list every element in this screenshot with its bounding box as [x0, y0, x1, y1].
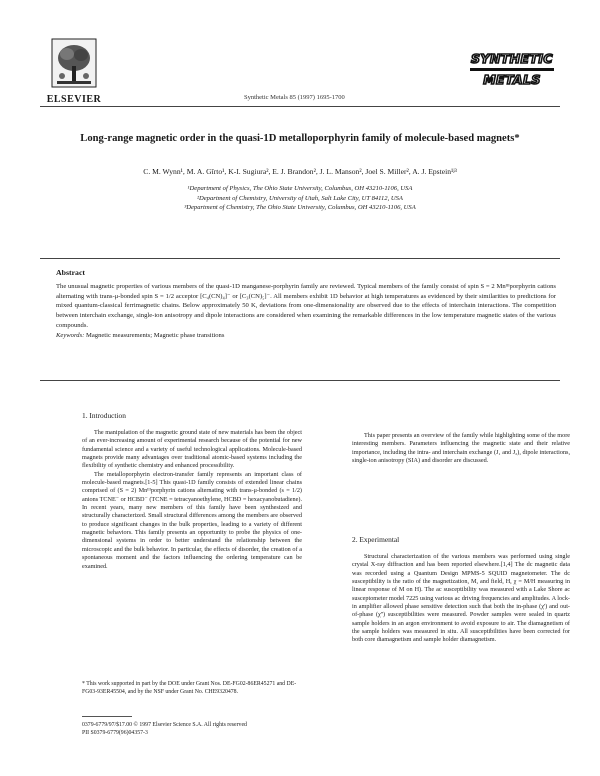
- introduction-paragraph: The manipulation of the magnetic ground state of new materials has been the object of an ever-increasing amount of experimental research because of the potential for new fundamental science and a variety of useful technological applications. Molecule-based magnets provide many advantages over traditional atomic-based systems including the flexibility of synthetic chemistry and enhanced processibility.: [82, 429, 302, 470]
- front-matter: [82, 721, 247, 737]
- abstract-top-rule: [40, 258, 560, 259]
- paper-title: Long-range magnetic order in the quasi-1D metalloporphyrin family of molecule-based magnets*: [80, 133, 520, 144]
- overview-paragraph: This paper presents an overview of the family while highlighting some of the more interesting members. Parameters influencing the magnetic state and their relative importance, including the intra- and interchain exchange (J₁ and J₂), dipole interactions, single-ion anisotropy (SIA) and disorder are discussed.: [352, 432, 570, 465]
- header-rule: [40, 106, 560, 107]
- journal-logo-line2: METALS: [483, 72, 541, 87]
- publisher-name: ELSEVIER: [46, 94, 102, 105]
- keywords-text: Magnetic measurements; Magnetic phase transitions: [85, 332, 225, 339]
- introduction-heading: 1. Introduction: [82, 411, 126, 420]
- affiliation: ²Department of Chemistry, University of Utah, Salt Lake City, UT 84112, USA: [197, 194, 403, 202]
- experimental-section: [352, 535, 570, 645]
- abstract-text: The unusual magnetic properties of various members of the quasi-1D manganese-porphyrin family are reviewed. Typical members of the family consist of spin S = 2 Mnᴵᴵᴵporphyrin cations alternating with trans-μ-bonded spin S = 1/2 acceptor [C₄(CN)₄]⁻ or [C₃(CN)₅]⁻. All members exhibit 1D behavior at high temperatures as evidenced by their similarities to predictions for mixed quantum-classical ferrimagnetic chains. Below approximately 50 K, deviations from one-dimensionality are observed due to the effects of interchain interactions. The competition between interchain exchange, single-ion anisotropy and dipole interactions are considered when examining the remarkable differences in the low temperature magnetic states of the various compounds.: [56, 283, 556, 329]
- left-column: [82, 411, 302, 571]
- journal-logo-divider: [470, 68, 554, 71]
- publisher-logo: [44, 38, 104, 105]
- keywords-label: Keywords:: [56, 332, 85, 339]
- experimental-paragraph: Structural characterization of the various members was performed using single crystal X-ray diffraction and has been reported elsewhere.[1,4] The dc magnetic data was recorded using a Quantum Design MPMS-5 SQUID magnetometer. The dc susceptibility is the ratio of the magnetization, M, and field, H, χ = M/H measuring in linear response of M on H). The ac susceptibility was measured with a Lake Shore ac susceptometer model 7225 using various ac driving frequencies and amplitudes. A lock-in amplifier allowed phase sensitive detection such that both the in-phase (χ') and out-of-phase (χ'') susceptibilities were measured. Powder samples were sealed in quartz sample holders in an argon environment to avoid exposure to air. The diamagnetism of the sample holders was measured in situ. All susceptibilities have been corrected for both core diamagnetism and sample holder diamagnetism.: [352, 553, 570, 644]
- journal-logo: [464, 52, 560, 87]
- experimental-heading: 2. Experimental: [352, 535, 400, 544]
- funding-footnote: * This work supported in part by the DOE under Grant Nos. DE-FG02-86ER45271 and DE-FG03-93ER45504, and by the NSF under Grant No. CHE9320478.: [82, 681, 297, 695]
- pii-line: PII S0379-6779(96)04357-3: [82, 730, 148, 736]
- keywords: [56, 332, 556, 339]
- affiliation: ¹Department of Physics, The Ohio State University, Columbus, OH 43210-1106, USA: [187, 185, 413, 192]
- right-column: [352, 432, 570, 465]
- journal-citation: Synthetic Metals 85 (1997) 1695-1700: [244, 94, 345, 101]
- journal-logo-line1: SYNTHETIC: [471, 51, 553, 66]
- abstract-bottom-rule: [40, 380, 560, 381]
- affiliation: ³Department of Chemistry, The Ohio State University, Columbus, OH 43210-1106, USA: [184, 204, 416, 212]
- affiliation-list: [40, 184, 560, 213]
- introduction-paragraph: The metalloporphyrin electron-transfer family represents an important class of molecule-based magnets.[1-5] This quasi-1D family consists of extended linear chains comprised of (S = 2) Mnᴵᴵᴵporphyrin cations alternating with trans-μ-bonded (s = 1/2) anions TCNE⁻ or HCBD⁻ (TCNE = tetracyanoethylene, HCBD = hexacyanobutadiene). In recent years, many new members of this family have been synthesized and structurally characterized. Small structural differences among the members are observed to produce significant changes in the bulk properties, leading to a variety of different magnetic behaviors. This family presents an opportunity to probe the physics of one-dimensional systems in order to better understand the relationship between the microscopic and the bulk behavior. In particular, the effects of disorder, the creation of a spontaneous moment and the factors influencing the ordering temperature can be examined.: [82, 470, 302, 570]
- author-list: C. M. Wynn¹, M. A. Gîrto¹, K-I. Sugiura², E. J. Brandon², J. L. Manson², Joel S. Miller², A. J. Epstein¹ʲ³: [143, 167, 457, 176]
- footnote-rule: [82, 716, 132, 717]
- elsevier-tree-icon: [51, 38, 97, 88]
- copyright-line: 0379-6779/97/$17.00 © 1997 Elsevier Science S.A. All rights reserved: [82, 722, 247, 728]
- abstract-heading: Abstract: [56, 268, 86, 277]
